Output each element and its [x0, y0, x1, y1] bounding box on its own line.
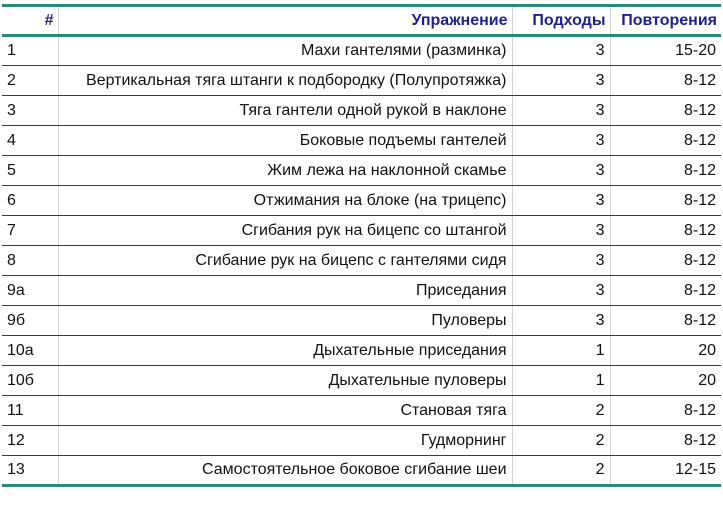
table-row [2, 336, 721, 366]
cell-reps: 8-12 [610, 276, 721, 306]
cell-num: 10а [2, 336, 58, 366]
cell-exercise: Сгибания рук на бицепс со штангой [58, 216, 512, 246]
cell-sets: 1 [512, 366, 610, 396]
table-row [2, 246, 721, 276]
cell-reps: 8-12 [610, 306, 721, 336]
cell-num: 8 [2, 246, 58, 276]
header-row [2, 6, 721, 36]
cell-exercise: Дыхательные приседания [58, 336, 512, 366]
cell-num: 13 [2, 456, 58, 486]
cell-num: 3 [2, 96, 58, 126]
cell-sets: 3 [512, 246, 610, 276]
cell-sets: 3 [512, 36, 610, 66]
header-num: # [2, 6, 58, 36]
cell-sets: 3 [512, 126, 610, 156]
cell-sets: 2 [512, 456, 610, 486]
cell-sets: 1 [512, 336, 610, 366]
table-row [2, 186, 721, 216]
cell-exercise: Дыхательные пуловеры [58, 366, 512, 396]
cell-sets: 3 [512, 96, 610, 126]
cell-exercise: Отжимания на блоке (на трицепс) [58, 186, 512, 216]
cell-reps: 8-12 [610, 66, 721, 96]
cell-reps: 8-12 [610, 396, 721, 426]
cell-num: 9б [2, 306, 58, 336]
cell-reps: 8-12 [610, 246, 721, 276]
cell-sets: 3 [512, 216, 610, 246]
cell-reps: 8-12 [610, 126, 721, 156]
cell-sets: 3 [512, 186, 610, 216]
table-row [2, 36, 721, 66]
cell-exercise: Сгибание рук на бицепс с гантелями сидя [58, 246, 512, 276]
cell-sets: 3 [512, 276, 610, 306]
table-row [2, 306, 721, 336]
table-body [2, 36, 721, 486]
cell-reps: 8-12 [610, 186, 721, 216]
table-row [2, 366, 721, 396]
workout-table [2, 4, 721, 487]
cell-reps: 20 [610, 366, 721, 396]
table-row [2, 126, 721, 156]
cell-sets: 2 [512, 396, 610, 426]
cell-num: 2 [2, 66, 58, 96]
cell-sets: 3 [512, 156, 610, 186]
cell-sets: 3 [512, 306, 610, 336]
table-row [2, 156, 721, 186]
cell-num: 4 [2, 126, 58, 156]
table-row [2, 456, 721, 486]
cell-num: 10б [2, 366, 58, 396]
table-row [2, 276, 721, 306]
header-reps: Повторения [610, 6, 721, 36]
cell-reps: 8-12 [610, 96, 721, 126]
cell-exercise: Тяга гантели одной рукой в наклоне [58, 96, 512, 126]
table-header [2, 6, 721, 36]
cell-reps: 8-12 [610, 156, 721, 186]
cell-exercise: Махи гантелями (разминка) [58, 36, 512, 66]
cell-num: 1 [2, 36, 58, 66]
cell-exercise: Боковые подъемы гантелей [58, 126, 512, 156]
cell-reps: 20 [610, 336, 721, 366]
cell-exercise: Становая тяга [58, 396, 512, 426]
cell-num: 6 [2, 186, 58, 216]
cell-sets: 3 [512, 66, 610, 96]
cell-exercise: Жим лежа на наклонной скамье [58, 156, 512, 186]
cell-exercise: Пуловеры [58, 306, 512, 336]
cell-num: 9а [2, 276, 58, 306]
table-row [2, 96, 721, 126]
table-row [2, 66, 721, 96]
table-row [2, 396, 721, 426]
workout-table-container [2, 4, 721, 487]
cell-num: 12 [2, 426, 58, 456]
cell-exercise: Приседания [58, 276, 512, 306]
cell-sets: 2 [512, 426, 610, 456]
cell-reps: 15-20 [610, 36, 721, 66]
header-exercise: Упражнение [58, 6, 512, 36]
cell-num: 7 [2, 216, 58, 246]
cell-exercise: Самостоятельное боковое сгибание шеи [58, 456, 512, 486]
cell-exercise: Гудморнинг [58, 426, 512, 456]
header-sets: Подходы [512, 6, 610, 36]
table-row [2, 426, 721, 456]
table-row [2, 216, 721, 246]
cell-num: 5 [2, 156, 58, 186]
cell-exercise: Вертикальная тяга штанги к подбородку (Полупротяжка) [58, 66, 512, 96]
cell-reps: 8-12 [610, 426, 721, 456]
cell-reps: 12-15 [610, 456, 721, 486]
cell-reps: 8-12 [610, 216, 721, 246]
cell-num: 11 [2, 396, 58, 426]
